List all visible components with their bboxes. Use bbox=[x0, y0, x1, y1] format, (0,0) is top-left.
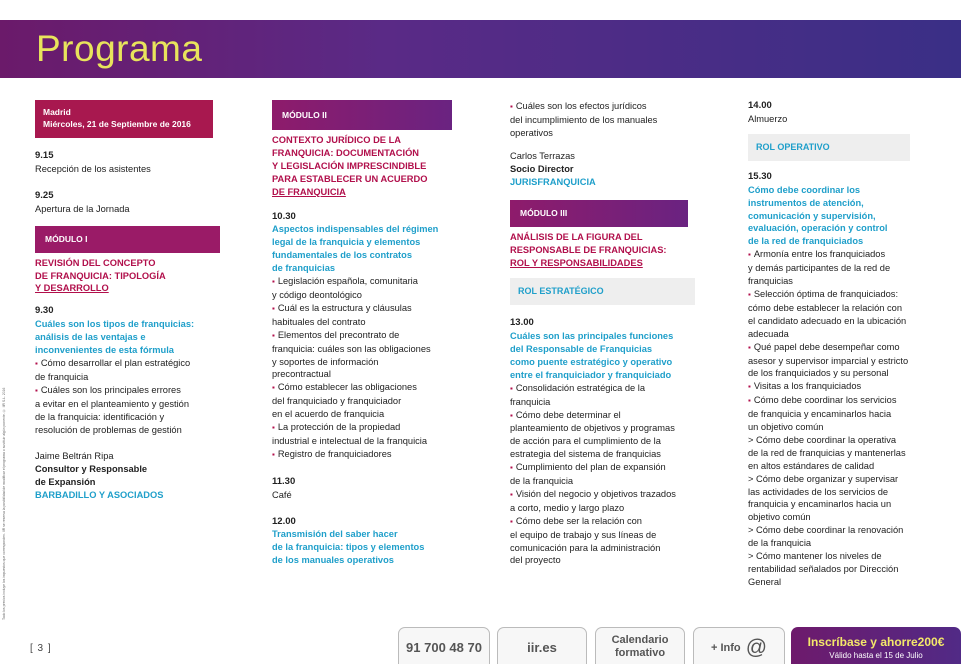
session-title: Cuáles son las principales funciones del Responsable de Franquicias como puente estratégico y operativo entre el franquiciador y franquiciado bbox=[510, 331, 674, 380]
module-bar: MÓDULO III bbox=[510, 200, 688, 227]
module-title: ANÁLISIS DE LA FIGURA DEL RESPONSABLE DE FRANQUICIAS: ROL Y RESPONSABILIDADES bbox=[510, 232, 667, 269]
speaker-block bbox=[35, 450, 220, 502]
time-label: 9.30 bbox=[35, 305, 54, 317]
session-title: Transmisión del saber hacer de la franquicia: tipos y elementos de los manuales operativos bbox=[272, 529, 425, 566]
column-3 bbox=[510, 100, 695, 567]
more-info-label: + Info bbox=[710, 642, 741, 654]
session-title: Aspectos indispensables del régimen legal de la franquicia y elementos fundamentales de los contratos de franquicias bbox=[272, 224, 439, 274]
module-bar: MÓDULO II bbox=[272, 100, 452, 130]
event-date: Miércoles, 21 de Septiembre de 2016 bbox=[43, 119, 191, 129]
register-label: Inscríbase y ahorre200€ bbox=[807, 635, 945, 649]
list-item: ▪ Cómo desarrollar el plan estratégico de franquicia bbox=[35, 357, 191, 382]
role-bar: ROL OPERATIVO bbox=[748, 134, 910, 161]
register-deadline: Válido hasta el 15 de Julio bbox=[829, 651, 923, 660]
speaker-block bbox=[510, 150, 695, 189]
list-item: ▪ Legislación española, comunitaria y código deontológico bbox=[272, 276, 418, 300]
sub-list-item: > Cómo debe coordinar la operativa de la red de franquicias y mantenerlas en altos estándares de calidad bbox=[748, 434, 906, 471]
more-info-button[interactable] bbox=[693, 627, 785, 664]
list-item: ▪ Cómo debe determinar el planteamiento de objetivos y programas de acción para el cumplimiento de la estrategia del sistema de franquicias bbox=[510, 409, 675, 460]
module-title: CONTEXTO JURÍDICO DE LA FRANQUICIA: DOCUMENTACIÓN Y LEGISLACIÓN IMPRESCINDIBLE PARA ESTABLECER UN ACUERDO DE FRANQUICIA bbox=[272, 135, 428, 197]
agenda-text: Café bbox=[272, 489, 292, 500]
website-button[interactable]: iir.es bbox=[497, 627, 587, 664]
column-1 bbox=[35, 100, 220, 502]
list-item: ▪ Registro de franquiciadores bbox=[272, 448, 392, 459]
event-date-bar bbox=[35, 100, 213, 138]
speaker-name: Jaime Beltrán Ripa bbox=[35, 451, 114, 462]
sub-list-item: > Cómo debe coordinar la renovación de la franquicia bbox=[748, 525, 904, 549]
list-item: ▪ Cumplimiento del plan de expansión de la franquicia bbox=[510, 462, 666, 487]
module-title: REVISIÓN DEL CONCEPTO DE FRANQUICIA: TIPOLOGÍA Y DESARROLLO bbox=[35, 257, 166, 294]
list-item: ▪ Qué papel debe desempeñar como asesor y supervisor imparcial y estricto de los franquiciados y su personal bbox=[748, 341, 909, 379]
page-number: [ 3 ] bbox=[30, 643, 52, 654]
module-bar: MÓDULO I bbox=[35, 226, 220, 253]
time-label: 9.15 bbox=[35, 150, 54, 161]
calendar-button[interactable]: Calendario formativo bbox=[595, 627, 685, 664]
list-item: ▪ Cuáles son los efectos jurídicos del incumplimiento de los manuales operativos bbox=[510, 101, 658, 138]
speaker-role: de Expansión bbox=[35, 477, 96, 488]
list-item: ▪ Cómo debe coordinar los servicios de franquicia y encaminarlos hacia un objetivo común bbox=[748, 395, 897, 433]
column-4 bbox=[748, 100, 923, 589]
time-label: 15.30 bbox=[748, 170, 772, 182]
time-label: 12.00 bbox=[272, 515, 296, 527]
list-item: ▪ Visitas a los franquiciados bbox=[748, 381, 862, 392]
speaker-company: BARBADILLO Y ASOCIADOS bbox=[35, 490, 164, 501]
speaker-name: Carlos Terrazas bbox=[510, 150, 575, 161]
list-item: ▪ Cómo debe ser la relación con el equipo de trabajo y sus líneas de comunicación para la administración del proyecto bbox=[510, 515, 661, 566]
agenda-text: Recepción de los asistentes bbox=[35, 163, 151, 174]
time-label: 14.00 bbox=[748, 100, 772, 111]
header-banner bbox=[0, 20, 961, 78]
sub-list-item: > Cómo mantener los niveles de rentabilidad señalados por Dirección General bbox=[748, 551, 899, 587]
list-item: ▪ Visión del negocio y objetivos trazados a corto, medio y largo plazo bbox=[510, 488, 676, 513]
agenda-text: Almuerzo bbox=[748, 113, 788, 124]
speaker-role: Socio Director bbox=[510, 163, 574, 174]
list-item: ▪ Elementos del precontrato de franquicia: cuáles son las obligaciones y soportes de información precontractual bbox=[272, 329, 431, 380]
list-item: ▪ Cuáles son los principales errores a evitar en el planteamiento y gestión de la franquicia: identificación y resolución de problemas de gestión bbox=[35, 384, 190, 435]
column-2 bbox=[272, 100, 457, 567]
list-item: ▪ Selección óptima de franquiciados: cómo debe establecer la relación con el candidato adecuado en la ubicación adecuada bbox=[748, 288, 907, 339]
agenda-text: Apertura de la Jornada bbox=[35, 203, 130, 214]
event-city: Madrid bbox=[43, 107, 71, 117]
speaker-role: Consultor y Responsable bbox=[35, 464, 148, 475]
list-item: ▪ La protección de la propiedad industrial e intelectual de la franquicia bbox=[272, 422, 428, 446]
sub-list-item: > Cómo debe organizar y supervisar las actividades de los servicios de franquicia y encaminarlos hacia un objetivo común bbox=[748, 473, 899, 523]
list-item: ▪ Cuál es la estructura y cláusulas habituales del contrato bbox=[272, 302, 412, 327]
role-bar: ROL ESTRATÉGICO bbox=[510, 278, 695, 305]
time-label: 13.00 bbox=[510, 317, 534, 329]
side-legal-note: Todo los precios incluye los impuestos que corresponden. IIR se reserva la posibilidad de modificar el programa o sustituir algún ponente. © IIR S.L. 2016 bbox=[2, 387, 6, 620]
list-item: ▪ Consolidación estratégica de la franquicia bbox=[510, 382, 646, 407]
session-title: Cómo debe coordinar los instrumentos de atención, comunicación y supervisión, evaluación, operación y control de la red de franquiciados bbox=[748, 184, 888, 247]
time-label: 9.25 bbox=[35, 189, 54, 201]
list-item: ▪ Cómo establecer las obligaciones del franquiciado y franquiciador en el acuerdo de franquicia bbox=[272, 382, 417, 420]
at-icon: @ bbox=[745, 636, 768, 659]
page-title: Programa bbox=[36, 28, 203, 69]
time-label: 11.30 bbox=[272, 475, 296, 487]
speaker-company: JURISFRANQUICIA bbox=[510, 176, 596, 187]
list-item: ▪ Armonía entre los franquiciados y demás participantes de la red de franquicias bbox=[748, 249, 891, 287]
session-title: Cuáles son los tipos de franquicias: análisis de las ventajas e inconvenientes de esta fórmula bbox=[35, 319, 195, 356]
phone-button[interactable]: 91 700 48 70 bbox=[398, 627, 490, 664]
time-label: 10.30 bbox=[272, 210, 296, 222]
register-button[interactable] bbox=[791, 627, 961, 664]
